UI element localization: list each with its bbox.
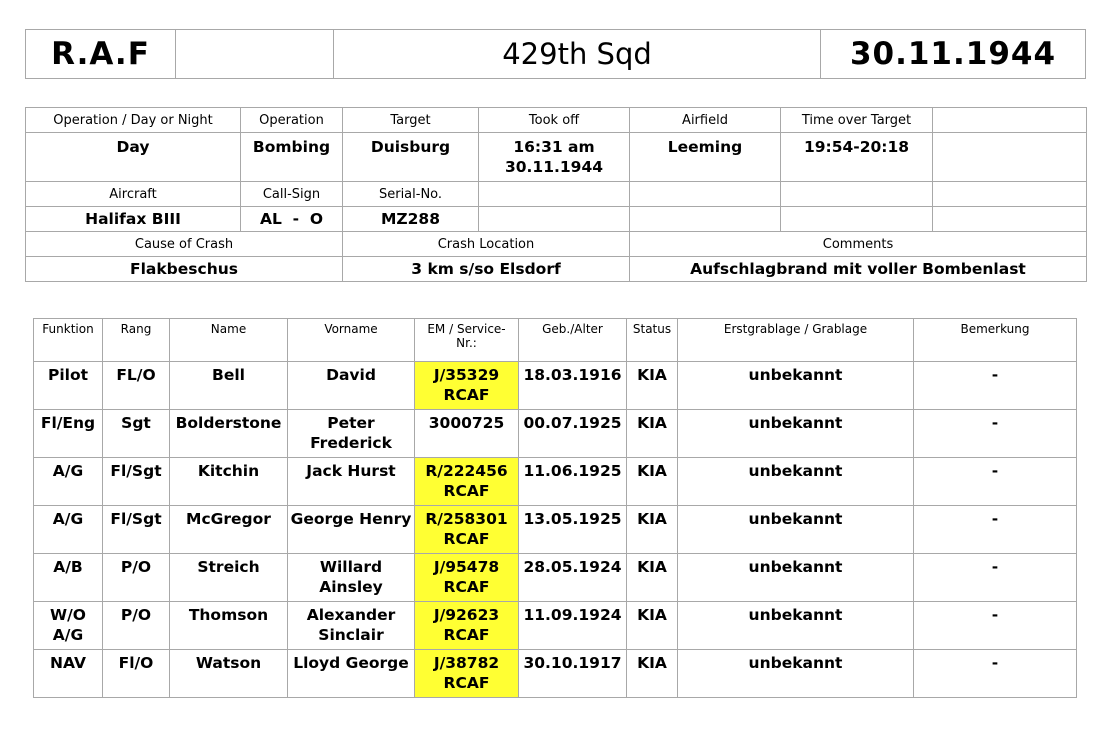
- crew-funktion: A/G: [34, 506, 103, 554]
- crew-name: Bolderstone: [170, 410, 288, 458]
- empty-cell: [933, 207, 1087, 232]
- col-rang: Rang: [103, 319, 170, 362]
- header-date: 30.11.1944: [821, 30, 1086, 79]
- crew-grablage: unbekannt: [678, 458, 914, 506]
- empty-cell: [933, 108, 1087, 133]
- crew-row: [34, 410, 1077, 458]
- crew-status: KIA: [627, 362, 678, 410]
- col-vorname: Vorname: [288, 319, 415, 362]
- operation-info-table: [25, 107, 1087, 282]
- crew-grablage: unbekannt: [678, 410, 914, 458]
- crew-rang: P/O: [103, 554, 170, 602]
- crew-funktion: NAV: [34, 650, 103, 698]
- empty-cell: [781, 207, 933, 232]
- crew-rang: P/O: [103, 602, 170, 650]
- value-cause: Flakbeschus: [26, 257, 343, 282]
- empty-cell: [933, 182, 1087, 207]
- col-service-nr: EM / Service-Nr.:: [415, 319, 519, 362]
- crew-grablage: unbekannt: [678, 554, 914, 602]
- crew-name: Kitchin: [170, 458, 288, 506]
- value-location: 3 km s/so Elsdorf: [343, 257, 630, 282]
- crew-service-nr: J/92623 RCAF: [415, 602, 519, 650]
- col-grablage: Erstgrablage / Grablage: [678, 319, 914, 362]
- label-serial-no: Serial-No.: [343, 182, 479, 207]
- took-off-date: 30.11.1944: [504, 158, 604, 176]
- label-location: Crash Location: [343, 232, 630, 257]
- crew-bemerkung: -: [914, 410, 1077, 458]
- crew-bemerkung: -: [914, 362, 1077, 410]
- crew-geb: 11.06.1925: [519, 458, 627, 506]
- empty-cell: [781, 182, 933, 207]
- crew-service-nr: J/95478 RCAF: [415, 554, 519, 602]
- crew-grablage: unbekannt: [678, 650, 914, 698]
- crew-service-nr: R/258301 RCAF: [415, 506, 519, 554]
- crew-bemerkung: -: [914, 506, 1077, 554]
- crew-funktion: Fl/Eng: [34, 410, 103, 458]
- crew-name: McGregor: [170, 506, 288, 554]
- crew-geb: 18.03.1916: [519, 362, 627, 410]
- crew-bemerkung: -: [914, 602, 1077, 650]
- header-blank: [176, 30, 334, 79]
- crew-grablage: unbekannt: [678, 602, 914, 650]
- value-comments: Aufschlagbrand mit voller Bombenlast: [630, 257, 1087, 282]
- crew-row: [34, 650, 1077, 698]
- crew-status: KIA: [627, 650, 678, 698]
- crew-vorname: Willard Ainsley: [288, 554, 415, 602]
- label-operation: Operation: [241, 108, 343, 133]
- crew-status: KIA: [627, 554, 678, 602]
- col-geb-alter: Geb./Alter: [519, 319, 627, 362]
- label-comments: Comments: [630, 232, 1087, 257]
- col-name: Name: [170, 319, 288, 362]
- empty-cell: [479, 182, 630, 207]
- crew-bemerkung: -: [914, 458, 1077, 506]
- crew-bemerkung: -: [914, 554, 1077, 602]
- crew-service-nr: J/35329 RCAF: [415, 362, 519, 410]
- col-funktion: Funktion: [34, 319, 103, 362]
- crew-status: KIA: [627, 458, 678, 506]
- value-day-night: Day: [26, 133, 241, 182]
- crew-row: [34, 506, 1077, 554]
- crew-geb: 30.10.1917: [519, 650, 627, 698]
- crew-vorname: Lloyd George: [288, 650, 415, 698]
- crew-row: [34, 458, 1077, 506]
- crew-geb: 13.05.1925: [519, 506, 627, 554]
- crew-funktion: W/O A/G: [34, 602, 103, 650]
- crew-grablage: unbekannt: [678, 506, 914, 554]
- label-airfield: Airfield: [630, 108, 781, 133]
- crew-status: KIA: [627, 602, 678, 650]
- value-took-off: [479, 133, 630, 182]
- crew-rang: Fl/Sgt: [103, 458, 170, 506]
- crew-vorname: Peter Frederick: [288, 410, 415, 458]
- crew-vorname: George Henry: [288, 506, 415, 554]
- took-off-time: 16:31 am: [513, 138, 595, 156]
- crew-funktion: A/B: [34, 554, 103, 602]
- crew-bemerkung: -: [914, 650, 1077, 698]
- value-airfield: Leeming: [630, 133, 781, 182]
- squadron-title: 429th Sqd: [334, 30, 821, 79]
- label-aircraft: Aircraft: [26, 182, 241, 207]
- crew-vorname: Alexander Sinclair: [288, 602, 415, 650]
- crew-status: KIA: [627, 506, 678, 554]
- col-bemerkung: Bemerkung: [914, 319, 1077, 362]
- crew-status: KIA: [627, 410, 678, 458]
- value-serial-no: MZ288: [343, 207, 479, 232]
- crew-geb: 00.07.1925: [519, 410, 627, 458]
- value-operation: Bombing: [241, 133, 343, 182]
- crew-name: Streich: [170, 554, 288, 602]
- label-target: Target: [343, 108, 479, 133]
- crew-name: Watson: [170, 650, 288, 698]
- crew-geb: 11.09.1924: [519, 602, 627, 650]
- crew-service-nr: 3000725: [415, 410, 519, 458]
- value-time-over-target: 19:54-20:18: [781, 133, 933, 182]
- value-aircraft: Halifax BIII: [26, 207, 241, 232]
- report-header: [25, 29, 1086, 79]
- crew-geb: 28.05.1924: [519, 554, 627, 602]
- crew-row: [34, 362, 1077, 410]
- crew-service-nr: J/38782 RCAF: [415, 650, 519, 698]
- crew-funktion: Pilot: [34, 362, 103, 410]
- col-status: Status: [627, 319, 678, 362]
- crew-rang: Fl/O: [103, 650, 170, 698]
- crew-vorname: Jack Hurst: [288, 458, 415, 506]
- crew-row: [34, 602, 1077, 650]
- label-call-sign: Call-Sign: [241, 182, 343, 207]
- empty-cell: [630, 207, 781, 232]
- label-took-off: Took off: [479, 108, 630, 133]
- crew-rang: Fl/Sgt: [103, 506, 170, 554]
- empty-cell: [933, 133, 1087, 182]
- crew-name: Bell: [170, 362, 288, 410]
- crew-service-nr: R/222456 RCAF: [415, 458, 519, 506]
- header-left: R.A.F: [26, 30, 176, 79]
- label-day-night: Operation / Day or Night: [26, 108, 241, 133]
- empty-cell: [630, 182, 781, 207]
- crew-header-row: [34, 319, 1077, 362]
- crew-funktion: A/G: [34, 458, 103, 506]
- crew-rang: FL/O: [103, 362, 170, 410]
- crew-row: [34, 554, 1077, 602]
- crew-table: [33, 318, 1077, 698]
- crew-rang: Sgt: [103, 410, 170, 458]
- label-time-over-target: Time over Target: [781, 108, 933, 133]
- crew-grablage: unbekannt: [678, 362, 914, 410]
- value-target: Duisburg: [343, 133, 479, 182]
- label-cause: Cause of Crash: [26, 232, 343, 257]
- value-call-sign: AL - O: [241, 207, 343, 232]
- empty-cell: [479, 207, 630, 232]
- crew-name: Thomson: [170, 602, 288, 650]
- crew-vorname: David: [288, 362, 415, 410]
